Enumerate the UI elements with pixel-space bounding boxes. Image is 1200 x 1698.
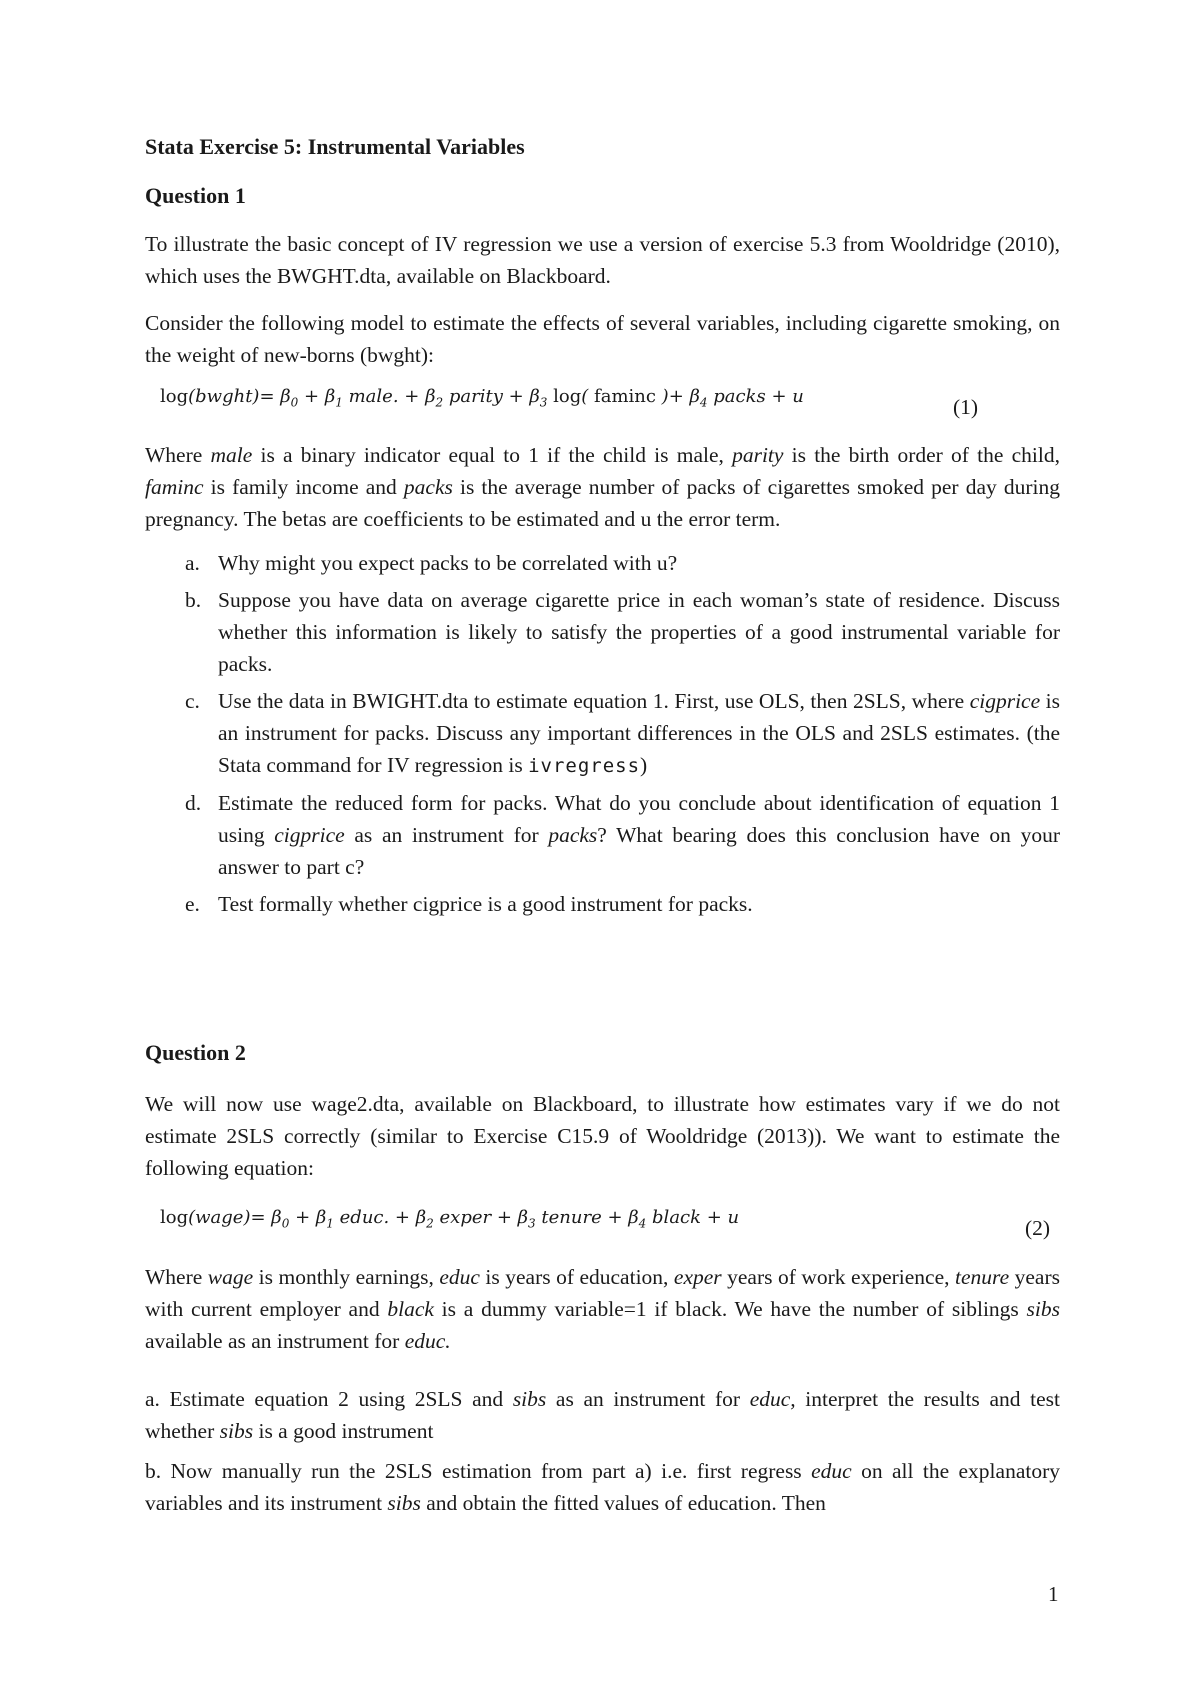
- q1-variable-definitions: Where male is a binary indicator equal to 1 if the child is male, parity is the birth order of the child, faminc is family income and packs is the average number of packs of cigarettes smoked per day during pregnancy. The betas are coefficients to be estimated and u the error term.: [145, 443, 1061, 531]
- q1-item-list: [145, 547, 1060, 925]
- q2-variable-definitions: Where wage is monthly earnings, educ is years of education, exper years of work experience, tenure years with current employer and black is a dummy variable=1 if black. We have the number of siblings sibs available as an instrument for educ.: [145, 1265, 1060, 1353]
- list-item: b. Suppose you have data on average cigarette price in each woman’s state of residence. Discuss whether this information is likely to satisfy the properties of a good instrumental variable for packs.: [185, 588, 1060, 676]
- list-item: e. Test formally whether cigprice is a good instrument for packs.: [185, 892, 753, 916]
- equation-1: log(bwght)= $\beta_0 + \beta_1$ male. + $\beta_2$ parity + $\beta_3$ log( faminc )+ $\beta_4$ packs + u: [160, 386, 804, 410]
- q2-intro-paragraph: We will now use wage2.dta, available on Blackboard, to illustrate how estimates vary if we do not estimate 2SLS correctly (similar to Exercise C15.9 of Wooldridge (2013)). We want to estimate the following equation:: [145, 1092, 1060, 1180]
- q2-part-a: a. Estimate equation 2 using 2SLS and sibs as an instrument for educ, interpret the results and test whether sibs is a good instrument: [145, 1387, 1060, 1443]
- equation-2-number: (2): [1025, 1216, 1051, 1240]
- list-item: d. Estimate the reduced form for packs. What do you conclude about identification of equation 1 using cigprice as an instrument for packs? What bearing does this conclusion have on your answer to part c?: [185, 791, 1060, 879]
- page-number: 1: [1048, 1582, 1059, 1606]
- q1-intro-paragraph: To illustrate the basic concept of IV regression we use a version of exercise 5.3 from Wooldridge (2010), which uses the BWGHT.dta, available on Blackboard.: [145, 232, 1060, 288]
- q2-part-b: b. Now manually run the 2SLS estimation from part a) i.e. first regress educ on all the explanatory variables and its instrument sibs and obtain the fitted values of education. Then: [145, 1459, 1060, 1515]
- equation-2: log(wage)= $\beta_0 + \beta_1$ educ. + $\beta_2$ exper + $\beta_3$ tenure + $\beta_4$ black + u: [160, 1207, 740, 1231]
- equation-1-number: (1): [953, 395, 979, 419]
- question-1-heading: Question 1: [145, 183, 246, 208]
- list-item: a. Why might you expect packs to be correlated with u?: [185, 551, 678, 575]
- document-title: Stata Exercise 5: Instrumental Variables: [145, 134, 525, 159]
- question-2-heading: Question 2: [145, 1040, 246, 1065]
- q1-model-paragraph: Consider the following model to estimate the effects of several variables, including cigarette smoking, on the weight of new-borns (bwght):: [145, 311, 1060, 367]
- list-item: c. Use the data in BWIGHT.dta to estimate equation 1. First, use OLS, then 2SLS, where cigprice is an instrument for packs. Discuss any important differences in the OLS and 2SLS estimates. (the Stata command for IV regression is ivregress): [185, 689, 1060, 777]
